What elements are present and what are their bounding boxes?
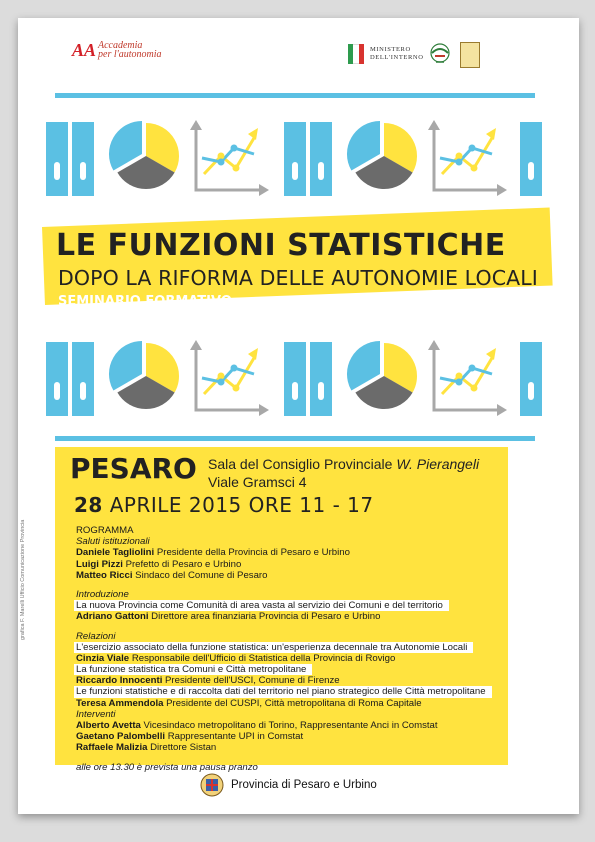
talk-topic: L'esercizio associato della funzione statistica: un'esperienza decennale tra Autonomie Locali — [74, 642, 473, 653]
graphic-credit: grafica F. Marelli Ufficio Comunicazione Provincia — [20, 519, 26, 640]
line-chart-icon — [190, 120, 269, 196]
intro-label: Introduzione — [76, 588, 129, 600]
speaker-row: Gaetano Palombelli Rappresentante UPI in Comstat — [76, 731, 304, 743]
accademia-logo-mark: AA — [72, 40, 97, 60]
line-chart-icon — [428, 120, 507, 196]
saluti-label: Saluti istituzionali — [76, 536, 150, 548]
event-date — [74, 493, 374, 517]
ministero-line2: DELL'INTERNO — [370, 54, 424, 61]
binder-icon — [520, 122, 542, 196]
binder-icon — [520, 342, 542, 416]
accademia-logo — [72, 40, 182, 70]
accademia-logo-line2: per l'autonomia — [98, 49, 162, 60]
speaker-row: Luigi Pizzi Prefetto di Pesaro e Urbino — [76, 558, 242, 570]
infographic-icons-row-top — [26, 118, 556, 208]
pie-chart-icon — [347, 341, 417, 409]
binders-icon — [284, 122, 332, 196]
top-divider — [55, 93, 535, 98]
event-date-rest: APRILE 2015 ORE 11 - 17 — [102, 493, 374, 517]
talk-topic: La funzione statistica tra Comuni e Città metropolitane — [74, 664, 312, 675]
intro-topic: La nuova Provincia come Comunità di area vasta al servizio dei Comuni e del territorio — [74, 600, 449, 611]
speaker-row: Teresa Ammendola Presidente del CUSPI, Città metropolitana di Roma Capitale — [76, 697, 422, 709]
ministero-line1: MINISTERO — [370, 46, 411, 53]
programme-heading: ROGRAMMA — [76, 525, 134, 536]
pie-chart-icon — [109, 121, 179, 189]
speaker-row: Raffaele Malizia Direttore Sistan — [76, 742, 217, 754]
speaker-row: Matteo Ricci Sindaco del Comune di Pesaro — [76, 569, 268, 581]
interventi-label: Interventi — [76, 708, 116, 720]
bottom-divider — [55, 436, 535, 441]
programme — [76, 525, 502, 773]
accademia-logo-line1: Accademia — [98, 40, 143, 51]
speaker-row: Cinzia Viale Responsabile dell'Ufficio di Statistica della Provincia di Rovigo — [76, 652, 396, 664]
venue-hall-name: W. Pierangeli — [396, 456, 480, 472]
provincia-name: Provincia di Pesaro e Urbino — [231, 779, 377, 791]
binders-icon — [46, 342, 94, 416]
binders-icon — [284, 342, 332, 416]
event-day: 28 — [74, 493, 103, 517]
speaker-row: Adriano Gattoni Direttore area finanziaria Provincia di Pesaro e Urbino — [76, 611, 381, 623]
coat-of-arms-icon — [460, 42, 480, 68]
relazioni-label: Relazioni — [76, 630, 116, 642]
provincia-seal-icon — [200, 773, 224, 797]
line-chart-icon — [190, 340, 269, 416]
title-line1: LE FUNZIONI STATISTICHE — [56, 228, 506, 263]
talk-topic: Le funzioni statistiche e di raccolta dati del territorio nel piano strategico delle Città metropolitane — [74, 686, 492, 697]
infographic-icons-row-bottom — [26, 338, 556, 428]
city-name: PESARO — [70, 452, 197, 485]
pie-chart-icon — [109, 341, 179, 409]
emblem-icon — [427, 41, 453, 67]
speaker-row: Alberto Avetta Vicesindaco metropolitano di Torino, Rappresentante Anci in Comstat — [76, 720, 438, 731]
title-line3: SEMINARIO FORMATIVO — [58, 294, 232, 309]
speaker-row: Riccardo Innocenti Presidente dell'USCI, Comune di Firenze — [76, 675, 340, 687]
line-chart-icon — [428, 340, 507, 416]
lunch-note: alle ore 13.30 è prevista una pausa pranzo — [76, 761, 258, 773]
pie-chart-icon — [347, 121, 417, 189]
title-line2: DOPO LA RIFORMA DELLE AUTONOMIE LOCALI — [58, 266, 538, 290]
venue-hall: Sala del Consiglio Provinciale W. Pierangeli — [208, 456, 480, 472]
binders-icon — [46, 122, 94, 196]
speaker-row: Daniele Tagliolini Presidente della Provincia di Pesaro e Urbino — [76, 547, 350, 559]
venue-address: Viale Gramsci 4 — [208, 474, 307, 490]
italian-flag-icon — [348, 44, 364, 64]
